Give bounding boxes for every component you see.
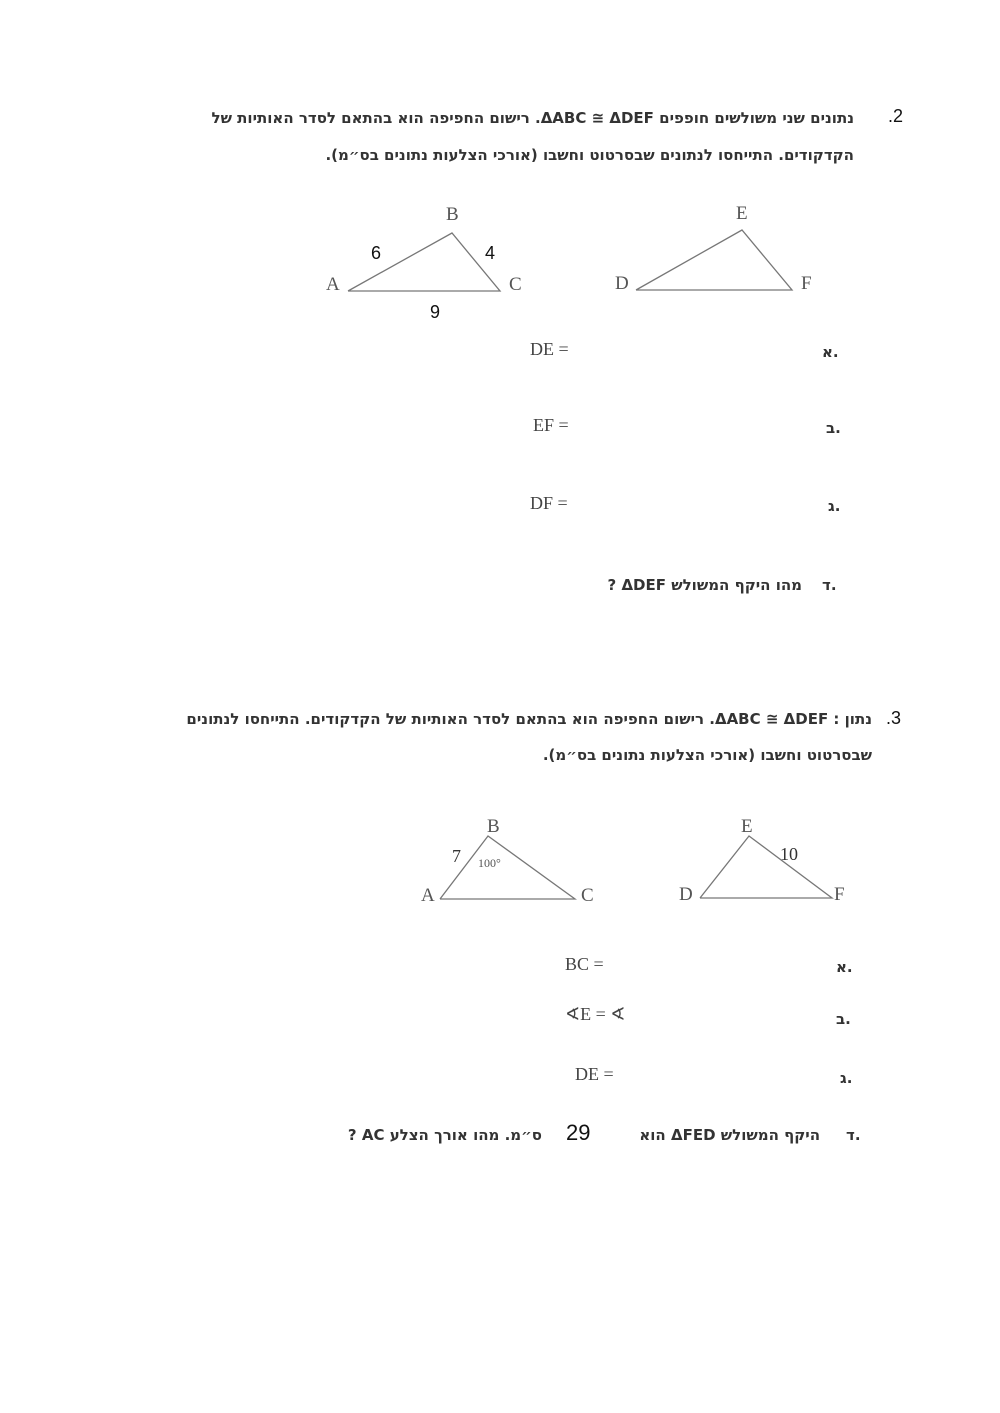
q3-item-c-letter: .ג [840,1069,853,1087]
q3-item-d-text-part1: היקף המשולש ΔFED הוא [639,1126,820,1144]
q2-item-b-letter: .ב [826,419,841,437]
q3-angle-b-value: 100° [478,856,501,870]
q2-vertex-b: B [446,204,459,225]
q3-number: .3 [886,708,902,728]
q2-side-bc-value: 4 [485,243,496,263]
q3-item-c-expr: DE = [575,1064,614,1084]
q3-triangle-def-shape [700,836,832,898]
q3-side-ab-value: 7 [452,846,461,866]
q2-vertex-a: A [326,274,340,295]
q2-text-line1: נתונים שני משולשים חופפים ΔABC ≅ ΔDEF. רישום החפיפה הוא בהתאם לסדר האותיות של [211,109,854,127]
q2-item-c-letter: .ג [828,497,841,515]
q3-side-ef-value: 10 [780,844,798,864]
q3-perimeter-value: 29 [566,1120,591,1145]
q3-item-b-expr: ∢E = ∢ [565,1004,626,1024]
q3-vertex-b: B [487,816,500,837]
q2-item-c-expr: DF = [530,493,568,513]
q3-item-d-letter: .ד [846,1126,861,1144]
q3-vertex-d: D [679,884,693,905]
q2-vertex-e: E [736,203,748,224]
q2-item-b-expr: EF = [533,415,569,435]
q3-vertex-e: E [741,816,753,837]
q2-item-d-letter: .ד [822,576,837,594]
q2-text-line2: הקדקודים. התייחסו לנתונים שבסרטוט וחשבו (אורכי הצלעות נתונים בס״מ). [325,146,854,164]
q2-side-ab-value: 6 [371,243,382,263]
q3-text-line2: שבסרטוט וחשבו (אורכי הצלעות נתונים בס״מ). [542,746,872,764]
q2-item-a-letter: .א [822,343,839,361]
q3-vertex-f: F [834,884,845,905]
q3-item-d-text-part2: ס״מ. מהו אורך הצלע AC ? [347,1126,542,1144]
q3-item-a-letter: .א [836,958,853,976]
q3-vertex-c: C [581,885,594,906]
q3-item-a-expr: BC = [565,954,604,974]
q2-side-ac-value: 9 [430,302,441,322]
q3-text-line1: נתון : ΔABC ≅ ΔDEF. רישום החפיפה הוא בהתאם לסדר האותיות של הקדקודים. התייחסו לנתונים [186,710,872,728]
q3-vertex-a: A [421,885,435,906]
q2-vertex-f: F [801,273,812,294]
q2-number: .2 [888,106,904,126]
q2-item-a-expr: DE = [530,339,569,359]
q3-item-b-letter: .ב [836,1010,851,1028]
q2-vertex-d: D [615,273,629,294]
q2-vertex-c: C [509,274,522,295]
q2-item-d-text: מהו היקף המשולש ΔDEF ? [607,576,802,594]
